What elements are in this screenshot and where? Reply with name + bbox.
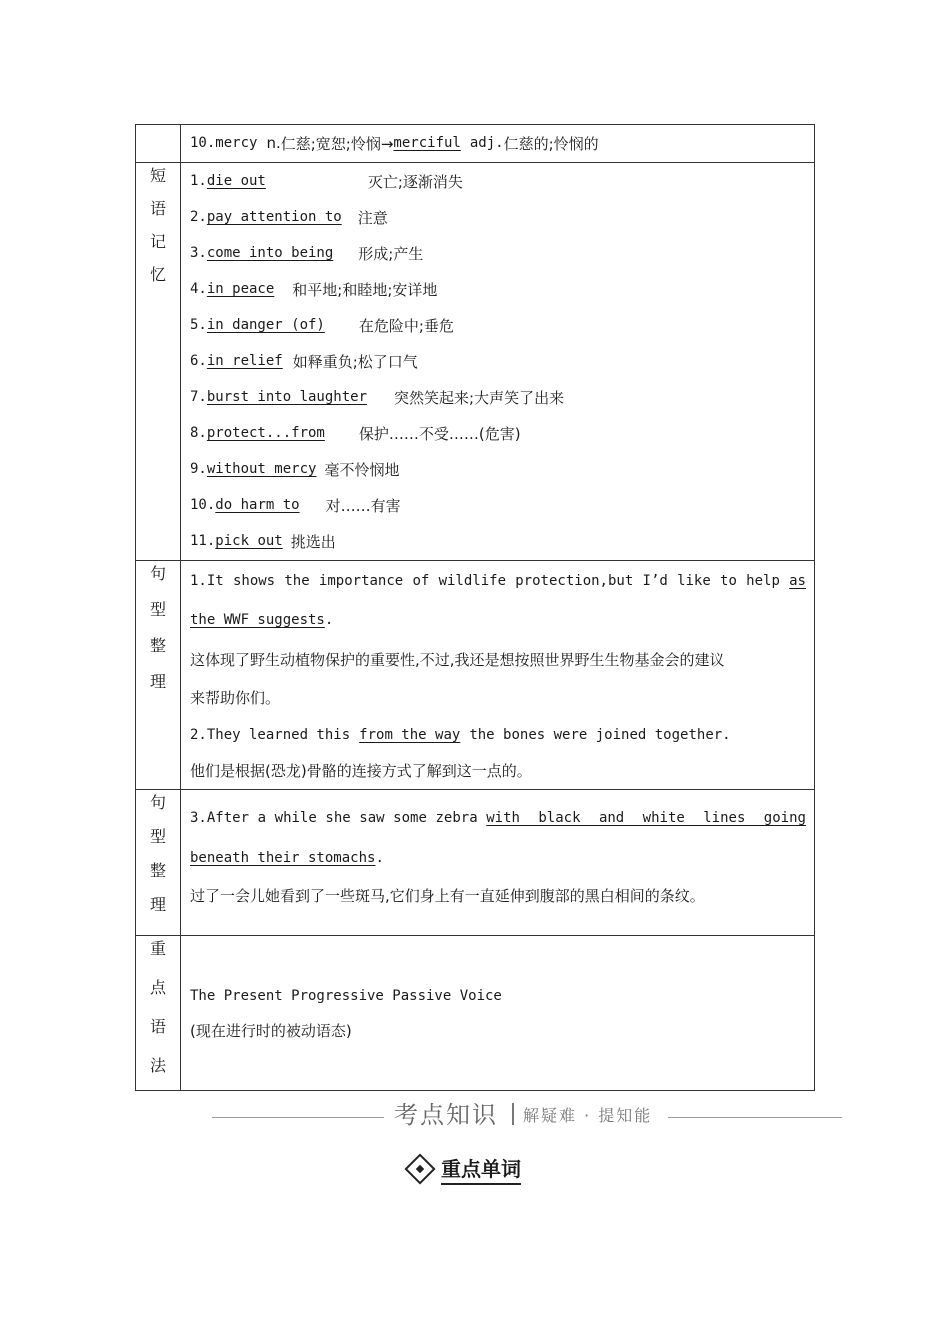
vocab-derived-pos: adj. — [469, 135, 504, 151]
label-char: 整 — [149, 636, 166, 655]
word: some — [393, 810, 427, 826]
phrase-meaning: 如释重负;松了口气 — [292, 352, 418, 371]
grammar-title — [190, 979, 806, 1013]
phrase-meaning: 注意 — [357, 208, 388, 227]
phrase-num: 3. — [190, 245, 207, 261]
phrase-answer: burst into laughter — [206, 389, 368, 405]
banner-rule-right — [668, 1117, 842, 1118]
sentence-1-answer-start: as — [789, 573, 806, 589]
word: the — [284, 573, 310, 589]
label-char: 理 — [149, 672, 166, 691]
phrase-meaning: 突然笑起来;大声笑了出来 — [394, 388, 565, 407]
phrases-label — [136, 163, 180, 285]
word: like — [677, 573, 711, 589]
label-char: 语 — [149, 199, 166, 218]
section-heading-text: 重点单词 — [441, 1153, 521, 1185]
label-char: 重 — [149, 939, 166, 958]
phrase-answer: pay attention to — [206, 209, 342, 225]
sentence-2-translation — [190, 753, 806, 787]
phrase-num: 7. — [190, 389, 207, 405]
phrase-answer: come into being — [206, 245, 334, 261]
phrase-num: 10. — [190, 497, 216, 513]
phrase-meaning: 和平地;和睦地;安详地 — [292, 280, 438, 299]
label-char: 型 — [149, 827, 166, 846]
phrase-answer: in danger (of) — [206, 317, 325, 333]
phrase-answer: in relief — [206, 353, 283, 369]
sentence-2-post: the bones were joined together. — [469, 727, 731, 743]
sentence-2-pre: 2.They learned this — [190, 727, 351, 743]
phrase-item — [190, 523, 806, 559]
phrase-meaning: 形成;产生 — [358, 244, 424, 263]
phrases-row — [136, 163, 815, 561]
banner-divider — [512, 1103, 514, 1125]
phrase-num: 9. — [190, 461, 207, 477]
vocab-pos: n. — [266, 134, 281, 152]
grammar-row — [136, 936, 815, 1091]
label-char: 理 — [149, 895, 166, 914]
label-char: 整 — [149, 861, 166, 880]
label-char: 短 — [149, 166, 166, 185]
label-char: 句 — [149, 564, 166, 583]
sentence-1-translation-1 — [190, 641, 806, 677]
label-char: 记 — [149, 232, 166, 251]
grammar-title-text: The Present Progressive Passive Voice — [190, 988, 502, 1004]
vocab-derived-meaning: 仁慈的;怜悯的 — [503, 134, 599, 153]
phrase-answer: pick out — [215, 533, 283, 549]
word: help — [746, 573, 780, 589]
sentence-3-line-2 — [190, 836, 806, 880]
sentences-content-cell-1 — [181, 561, 815, 790]
phrase-num: 5. — [190, 317, 207, 333]
banner-subtitle: 解疑难 · 提知能 — [523, 1106, 653, 1125]
translation-text: 来帮助你们。 — [190, 688, 281, 707]
phrase-meaning: 毫不怜悯地 — [324, 460, 400, 479]
sentences-label-cell-2 — [136, 790, 181, 936]
label-char: 忆 — [149, 265, 166, 284]
phrase-num: 1. — [190, 173, 207, 189]
phrase-num: 8. — [190, 425, 207, 441]
phrase-meaning: 挑选出 — [290, 532, 336, 551]
vocab-num: 10. — [190, 135, 216, 151]
phrase-num: 4. — [190, 281, 207, 297]
word: protection,but — [515, 573, 634, 589]
sentence-2-line — [190, 717, 806, 753]
sentence-1-line-2 — [190, 599, 806, 641]
sentences-label-2 — [136, 790, 180, 915]
grammar-label-cell — [136, 936, 181, 1091]
phrase-meaning: 保护……不受……(危害) — [358, 424, 521, 443]
sentence-2-answer: from the way — [359, 727, 461, 743]
sentence-3-period: . — [375, 850, 384, 866]
phrase-item — [190, 163, 806, 199]
label-char: 点 — [149, 978, 166, 997]
translation-text: 这体现了野生动植物保护的重要性,不过,我还是想按照世界野生生物基金会的建议 — [190, 650, 725, 669]
translation-text: 过了一会儿她看到了一些斑马,它们身上有一直延伸到腹部的黑白相间的条纹。 — [190, 886, 705, 905]
sentence-3-translation — [190, 880, 806, 910]
vocab-row — [136, 125, 815, 163]
word: she — [325, 810, 351, 826]
banner-title: 考点知识 — [394, 1101, 498, 1129]
phrase-answer: in peace — [206, 281, 275, 297]
diamond-icon — [404, 1153, 435, 1184]
word: a — [257, 810, 267, 826]
vocab-item-10 — [190, 125, 806, 161]
label-char: 法 — [149, 1056, 166, 1075]
grammar-cn-text: (现在进行时的被动语态) — [190, 1021, 352, 1040]
translation-text: 他们是根据(恐龙)骨骼的连接方式了解到这一点的。 — [190, 761, 532, 780]
banner-rule-left — [212, 1117, 384, 1118]
sentence-1-line-1 — [190, 563, 806, 599]
phrase-answer: without mercy — [206, 461, 317, 477]
summary-table — [135, 124, 815, 1091]
vocab-derived-answer: merciful — [393, 135, 461, 151]
word: 3.After — [190, 810, 250, 826]
phrase-meaning: 在危险中;垂危 — [358, 316, 454, 335]
phrase-item — [190, 415, 806, 451]
phrase-meaning: 对……有害 — [325, 496, 401, 515]
sentence-3-answer-start: with black and white lines going — [486, 810, 806, 826]
word: zebra — [435, 810, 478, 826]
word: shows — [232, 573, 276, 589]
sentence-1-period: . — [324, 612, 334, 628]
phrase-answer: protect...from — [206, 425, 325, 441]
sentence-1-answer-end: the WWF suggests — [190, 612, 325, 628]
phrase-item — [190, 199, 806, 235]
word: while — [274, 810, 317, 826]
word: to — [720, 573, 737, 589]
phrase-item — [190, 235, 806, 271]
phrase-answer: do harm to — [215, 497, 300, 513]
word: I’d — [642, 573, 668, 589]
word: saw — [359, 810, 385, 826]
vocab-meaning: 仁慈;宽恕;怜悯→ — [280, 134, 394, 153]
phrases-content-cell — [181, 163, 815, 561]
grammar-cn — [190, 1013, 806, 1047]
phrase-item — [190, 451, 806, 487]
grammar-content-cell — [181, 936, 815, 1091]
phrase-item — [190, 271, 806, 307]
sentences-label-cell-1 — [136, 561, 181, 790]
sentences-label-1 — [136, 561, 180, 692]
word: wildlife — [438, 573, 507, 589]
sentences-row-2 — [136, 790, 815, 936]
vocab-content-cell — [181, 125, 815, 163]
phrase-item — [190, 343, 806, 379]
label-char: 语 — [149, 1017, 166, 1036]
vocab-label-cell — [136, 125, 181, 163]
vocab-word: mercy — [215, 135, 258, 151]
word: 1.It — [190, 573, 224, 589]
label-char: 型 — [149, 600, 166, 619]
phrase-num: 6. — [190, 353, 207, 369]
sentence-3-line-1 — [190, 800, 806, 836]
phrases-label-cell — [136, 163, 181, 561]
sentences-row-1 — [136, 561, 815, 790]
sentence-3-answer-end: beneath their stomachs — [190, 850, 376, 866]
phrase-item — [190, 487, 806, 523]
word: of — [412, 573, 430, 589]
section-heading — [405, 1154, 521, 1184]
phrase-item — [190, 307, 806, 343]
phrase-num: 2. — [190, 209, 207, 225]
sentence-1-translation-2 — [190, 677, 806, 717]
word: importance — [318, 573, 404, 589]
phrase-item — [190, 379, 806, 415]
phrase-answer: die out — [206, 173, 266, 189]
label-char: 句 — [149, 793, 166, 812]
phrase-num: 11. — [190, 533, 216, 549]
sentences-content-cell-2 — [181, 790, 815, 936]
grammar-label — [136, 936, 180, 1076]
phrase-meaning: 灭亡;逐渐消失 — [367, 172, 463, 191]
section-banner — [212, 1095, 842, 1131]
